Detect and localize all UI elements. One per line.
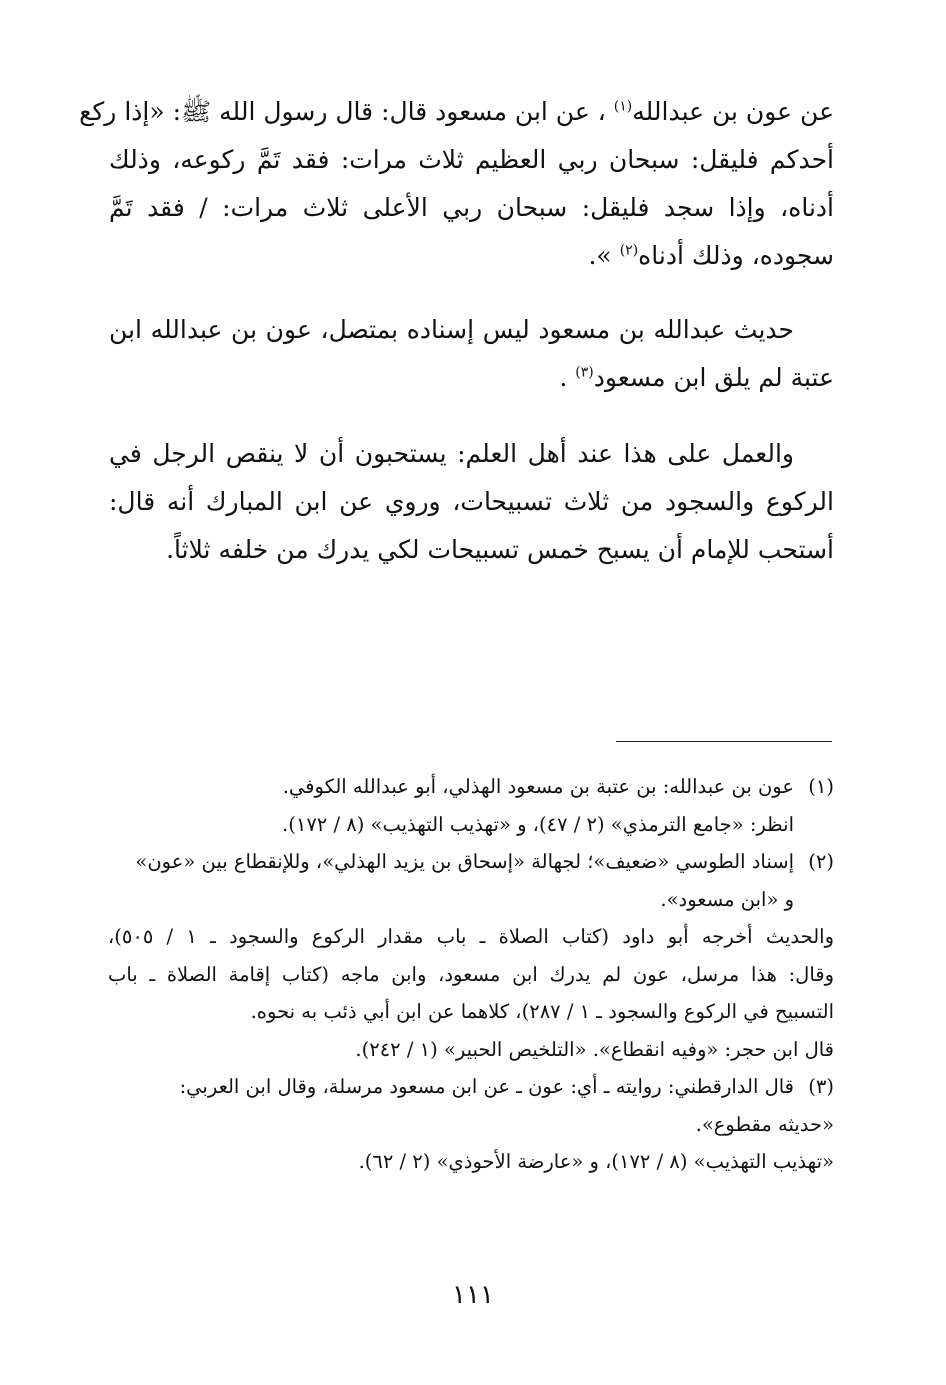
footnote-ref: (١) <box>613 98 633 115</box>
text-segment: عتبة لم يلق ابن مسعود <box>593 363 834 392</box>
text-line: الركوع والسجود من ثلاث تسبيحات، وروي عن ابن المبارك أنه قال: <box>109 487 834 516</box>
footnotes <box>108 768 834 1181</box>
text-line <box>79 88 834 136</box>
text-segment: عن عون بن عبدالله <box>632 97 834 126</box>
footnote-ref: (٣) <box>575 364 594 381</box>
text-line: حديث عبدالله بن مسعود ليس إسناده بمتصل، عون بن عبدالله ابن <box>109 315 794 344</box>
footnote-ref: (٢) <box>619 242 639 259</box>
paragraph-scholars <box>109 430 834 574</box>
text-line <box>109 354 834 402</box>
text-line: والعمل على هذا عند أهل العلم: يستحبون أن لا ينقص الرجل في <box>109 439 794 468</box>
footnote-line: وقال: هذا مرسل، عون لم يدرك ابن مسعود، وابن ماجه (كتاب إقامة الصلاة ـ باب <box>108 962 834 986</box>
text-line: أحدكم فليقل: سبحان ربي العظيم ثلاث مرات: فقد تَمَّ ركوعه، وذلك <box>109 145 834 174</box>
footnote-1 <box>108 768 834 806</box>
footnote-text: عون بن عبدالله: بن عتبة بن مسعود الهذلي، أبو عبدالله الكوفي. <box>282 775 794 798</box>
footnote-line: قال ابن حجر: «وفيه انقطاع». «التلخيص الحبير» (١ / ٢٤٢). <box>355 1037 834 1061</box>
text-segment: ». <box>588 241 612 270</box>
text-line <box>109 232 834 280</box>
footnote-2 <box>108 843 834 881</box>
footnote-line: والحديث أخرجه أبو داود (كتاب الصلاة ـ باب مقدار الركوع والسجود ـ ١ / ٥٠٥)، <box>108 925 834 948</box>
paragraph-commentary <box>109 306 834 402</box>
text-line: أدناه، وإذا سجد فليقل: سبحان ربي الأعلى ثلاث مرات: / فقد تَمَّ <box>109 193 834 222</box>
footnote-number: (٢) <box>808 850 834 873</box>
text-line: أستحب للإمام أن يسبح خمس تسبيحات لكي يدرك من خلفه ثلاثاً. <box>166 535 834 564</box>
text-segment: ، عن ابن مسعود قال: قال رسول الله ﷺ: «إذا ركع <box>79 97 606 126</box>
text-segment: . <box>559 363 568 392</box>
text-segment: سجوده، وذلك أدناه <box>638 241 834 270</box>
page-number: ١١١ <box>452 1280 494 1310</box>
footnote-line: و «ابن مسعود». <box>660 887 794 911</box>
footnote-number: (١) <box>808 775 834 798</box>
footnote-text: إسناد الطوسي «ضعيف»؛ لجهالة «إسحاق بن يزيد الهذلي»، وللإنقطاع بين «عون» <box>135 850 794 873</box>
footnote-number: (٣) <box>808 1075 834 1098</box>
footnote-line: «تهذيب التهذيب» (٨ / ١٧٢)، و «عارضة الأحوذي» (٢ / ٦٢). <box>358 1150 834 1173</box>
footnote-line: «حديثه مقطوع». <box>695 1112 834 1136</box>
footnote-line: انظر: «جامع الترمذي» (٢ / ٤٧)، و «تهذيب التهذيب» (٨ / ١٧٢). <box>282 812 794 836</box>
footnote-separator <box>616 741 832 742</box>
footnote-3 <box>108 1068 834 1106</box>
footnote-line: التسبيح في الركوع والسجود ـ ١ / ٢٨٧)، كلاهما عن ابن أبي ذئب به نحوه. <box>250 1000 834 1023</box>
paragraph-hadith <box>79 88 834 280</box>
footnote-text: قال الدارقطني: روايته ـ أي: عون ـ عن ابن مسعود مرسلة، وقال ابن العربي: <box>179 1075 794 1098</box>
